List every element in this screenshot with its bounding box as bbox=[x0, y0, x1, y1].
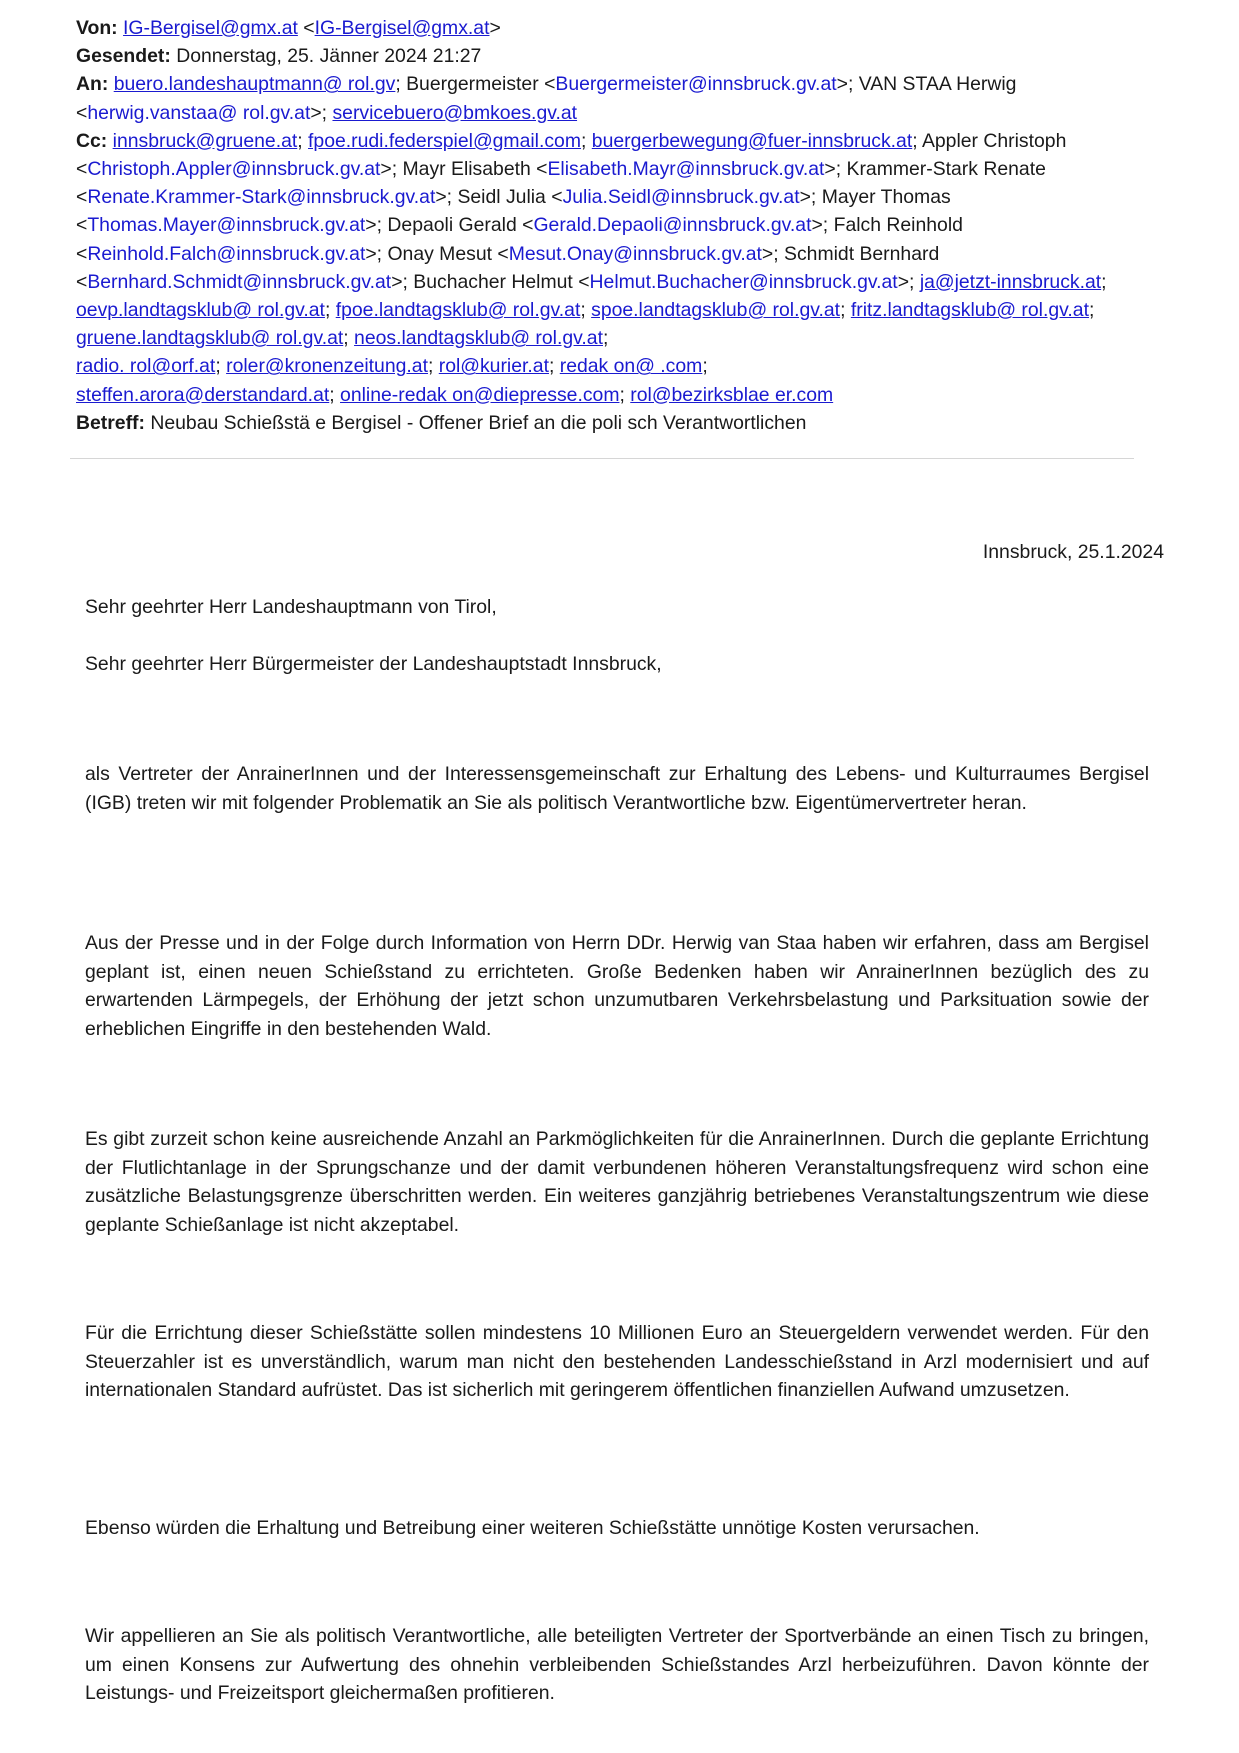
cc-link[interactable]: rol@kurier.at bbox=[438, 355, 549, 378]
cc-address[interactable]: Gerald.Depaoli@innsbruck.gv.at bbox=[533, 214, 812, 237]
cc-link[interactable]: innsbruck@gruene.at bbox=[112, 129, 298, 152]
cc-link[interactable]: neos.landtagsklub@ rol.gv.at bbox=[354, 327, 603, 350]
cc-line: Cc: innsbruck@gruene.at; fpoe.rudi.federspiel@gmail.com; buergerbewegung@fuer-innsbruck.at; Appler Christoph <Christoph.Appler@innsbruck.gv.at>; Mayr Elisabeth <Elisabeth.Mayr@innsbruck.gv.at>; Krammer-Stark Renate <Renate.Krammer-Stark@innsbruck.gv.at>; Seidl Julia <Julia.Seidl@innsbruck.gv.at>; Mayer Thomas <Thomas.Mayer@innsbruck.gv.at>; Depaoli Gerald <Gerald.Depaoli@innsbruck.gv.at>; Falch Reinhold <Reinhold.Falch@innsbruck.gv.at>; Onay Mesut <Mesut.Onay@innsbruck.gv.at>; Schmidt Bernhard <Bernhard.Schmidt@innsbruck.gv.at>; Buchacher Helmut <Helmut.Buchacher@innsbruck.gv.at>; ja@jetzt-innsbruck.at; oevp.landtagsklub@ rol.gv.at; fpoe.landtagsklub@ rol.gv.at; spoe.landtagsklub@ rol.gv.at; fritz.landtagsklub@ rol.gv.at; gruene.landtagsklub@ rol.gv.at; neos.landtagsklub@ rol.gv.at; radio. rol@orf.at; roler@kronenzeitung.at; rol@kurier.at; redak on@ .com; steffen.arora@derstandard.at; online-redak on@diepresse.com; rol@bezirksblae er.com bbox=[76, 129, 1107, 406]
cc-link[interactable]: roler@kronenzeitung.at bbox=[226, 355, 428, 378]
letter-paragraph: als Vertreter der AnrainerInnen und der Interessensgemeinschaft zur Erhaltung des Lebens- und Kulturraumes Bergisel (IGB) treten wir mit folgender Problematik an Sie als politisch Verantwortliche bzw. Eigentümervertreter heran. bbox=[85, 763, 1149, 814]
cc-name: Schmidt Bernhard bbox=[784, 242, 940, 265]
cc-address[interactable]: Bernhard.Schmidt@innsbruck.gv.at bbox=[87, 270, 392, 293]
cc-link[interactable]: buergerbewegung@fuer-innsbruck.at bbox=[591, 129, 913, 152]
letter-date: Innsbruck, 25.1.2024 bbox=[982, 541, 1164, 563]
from-address-link[interactable]: IG-Bergisel@gmx.at bbox=[314, 17, 490, 39]
cc-link[interactable]: radio. rol@orf.at bbox=[76, 355, 216, 378]
header-divider bbox=[70, 458, 1134, 459]
cc-link[interactable]: fpoe.rudi.federspiel@gmail.com bbox=[308, 129, 581, 152]
to-name: VAN STAA Herwig bbox=[858, 73, 1017, 96]
cc-name: Mayr Elisabeth bbox=[402, 158, 531, 181]
from-line: Von: IG-Bergisel@gmx.at <IG-Bergisel@gmx.at> bbox=[76, 17, 501, 39]
cc-link[interactable]: gruene.landtagsklub@ rol.gv.at bbox=[76, 327, 344, 350]
cc-name: Mayer Thomas bbox=[821, 186, 951, 209]
cc-link[interactable]: ja@jetzt-innsbruck.at bbox=[919, 270, 1102, 293]
cc-name: Krammer-Stark Renate bbox=[846, 158, 1046, 181]
cc-link[interactable]: steffen.arora@derstandard.at bbox=[76, 383, 330, 406]
cc-name: Falch Reinhold bbox=[833, 214, 963, 237]
cc-name: Appler Christoph bbox=[921, 129, 1067, 152]
salutation-mayor: Sehr geehrter Herr Bürgermeister der Landeshauptstadt Innsbruck, bbox=[85, 653, 662, 675]
cc-address[interactable]: Reinhold.Falch@innsbruck.gv.at bbox=[87, 242, 366, 265]
subject-line bbox=[76, 409, 1136, 437]
subject-label: Betreff: bbox=[76, 411, 145, 434]
to-link[interactable]: servicebuero@bmkoes.gv.at bbox=[332, 101, 578, 124]
cc-name: Seidl Julia bbox=[457, 186, 546, 209]
to-line: An: buero.landeshauptmann@ rol.gv; Buergermeister <Buergermeister@innsbruck.gv.at>; VAN STAA Herwig <herwig.vanstaa@ rol.gv.at>; servicebuero@bmkoes.gv.at bbox=[76, 73, 1017, 124]
sent-label: Gesendet: bbox=[76, 45, 171, 68]
cc-name: Depaoli Gerald bbox=[387, 214, 517, 237]
cc-link[interactable]: spoe.landtagsklub@ rol.gv.at bbox=[591, 299, 841, 322]
cc-address[interactable]: Renate.Krammer-Stark@innsbruck.gv.at bbox=[87, 186, 436, 209]
cc-address[interactable]: Thomas.Mayer@innsbruck.gv.at bbox=[87, 214, 366, 237]
cc-address[interactable]: Elisabeth.Mayr@innsbruck.gv.at bbox=[547, 158, 825, 181]
cc-link[interactable]: redak on@ .com bbox=[559, 355, 703, 378]
sent-value: Donnerstag, 25. Jänner 2024 21:27 bbox=[176, 45, 482, 68]
cc-link[interactable]: oevp.landtagsklub@ rol.gv.at bbox=[76, 299, 325, 322]
from-link[interactable]: IG-Bergisel@gmx.at bbox=[123, 17, 298, 39]
cc-address[interactable]: Julia.Seidl@innsbruck.gv.at bbox=[562, 186, 800, 209]
to-address[interactable]: herwig.vanstaa@ rol.gv.at bbox=[87, 101, 311, 124]
letter-paragraph: Es gibt zurzeit schon keine ausreichende Anzahl an Parkmöglichkeiten für die AnrainerInnen. Durch die geplante Errichtung der Flutlichtanlage in der Sprungschanze und der damit verbundenen höheren Veranstaltungsfrequenz wird schon eine zusätzliche Belastungsgrenze überschritten werden. Ein weiteres ganzjährig betriebenes Veranstaltungszentrum wie diese geplante Schießanlage ist nicht akzeptabel. bbox=[85, 1128, 1149, 1236]
cc-link[interactable]: fpoe.landtagsklub@ rol.gv.at bbox=[335, 299, 581, 322]
cc-link[interactable]: rol@bezirksblae er.com bbox=[630, 383, 834, 406]
sent-line bbox=[76, 42, 1136, 70]
letter-paragraph: Ebenso würden die Erhaltung und Betreibung einer weiteren Schießstätte unnötige Kosten verursachen. bbox=[85, 1517, 980, 1539]
cc-link[interactable]: online-redak on@diepresse.com bbox=[340, 383, 620, 406]
subject-value: Neubau Schießstä e Bergisel - Offener Brief an die poli sch Verantwortlichen bbox=[150, 411, 807, 434]
cc-address[interactable]: Helmut.Buchacher@innsbruck.gv.at bbox=[589, 270, 898, 293]
from-label: Von: bbox=[76, 17, 118, 39]
cc-address[interactable]: Christoph.Appler@innsbruck.gv.at bbox=[87, 158, 381, 181]
cc-address[interactable]: Mesut.Onay@innsbruck.gv.at bbox=[508, 242, 762, 265]
to-link[interactable]: buero.landeshauptmann@ rol.gv bbox=[113, 73, 396, 96]
to-name: Buergermeister bbox=[406, 73, 539, 96]
letter-paragraph: Für die Errichtung dieser Schießstätte sollen mindestens 10 Millionen Euro an Steuergeldern verwendet werden. Für den Steuerzahler ist es unverständlich, warum man nicht den bestehenden Landesschießstand in Arzl modernisiert und auf internationalen Standard aufrüstet. Das ist sicherlich mit geringerem öffentlichen finanziellen Aufwand umzusetzen. bbox=[85, 1322, 1149, 1402]
email-header bbox=[76, 14, 1136, 437]
letter-paragraph: Wir appellieren an Sie als politisch Verantwortliche, alle beteiligten Vertreter der Sportverbände an einen Tisch zu bringen, um einen Konsens zur Aufwertung des ohnehin verbleibenden Schießstandes Arzl herbeizuführen. Davon könnte der Leistungs- und Freizeitsport gleichermaßen profitieren. bbox=[85, 1625, 1149, 1705]
cc-label: Cc: bbox=[76, 129, 108, 152]
letter-paragraph: Aus der Presse und in der Folge durch Information von Herrn DDr. Herwig van Staa haben wir erfahren, dass am Bergisel geplant ist, einen neuen Schießstand zu errichteten. Große Bedenken haben wir AnrainerInnen bezüglich des zu erwartenden Lärmpegels, der Erhöhung der jetzt schon unzumutbaren Verkehrsbelastung und Parksituation sowie der erheblichen Eingriffe in den bestehenden Wald. bbox=[85, 932, 1149, 1040]
cc-name: Onay Mesut bbox=[387, 242, 492, 265]
cc-name: Buchacher Helmut bbox=[413, 270, 573, 293]
to-label: An: bbox=[76, 73, 109, 96]
salutation-governor: Sehr geehrter Herr Landeshauptmann von Tirol, bbox=[85, 596, 497, 618]
cc-link[interactable]: fritz.landtagsklub@ rol.gv.at bbox=[850, 299, 1089, 322]
to-address[interactable]: Buergermeister@innsbruck.gv.at bbox=[555, 73, 837, 96]
